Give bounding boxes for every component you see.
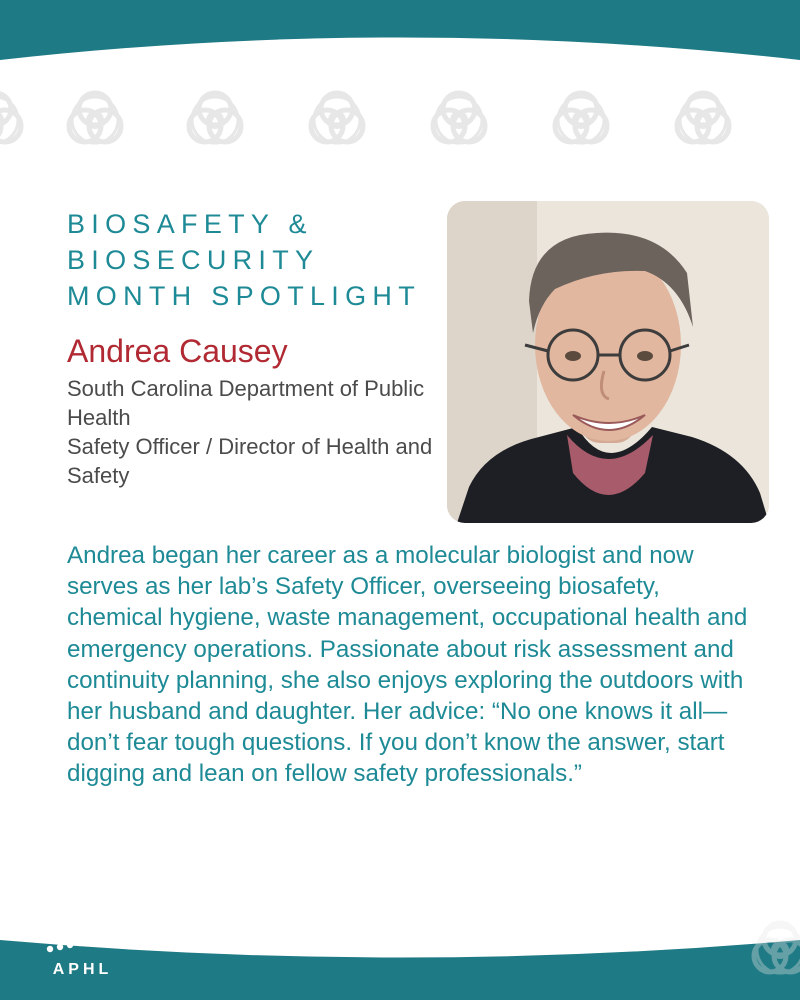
heading-line: MONTH SPOTLIGHT <box>67 281 422 311</box>
spotlight-heading <box>67 206 421 314</box>
profile-name: Andrea Causey <box>67 333 288 369</box>
affiliation-line: South Carolina Department of Public Health <box>67 376 425 430</box>
aphl-wordmark: APHL <box>52 961 113 978</box>
heading-line: BIOSECURITY <box>67 245 320 275</box>
portrait-illustration <box>447 201 769 523</box>
profile-photo <box>447 201 769 523</box>
aphl-logo <box>40 921 125 991</box>
affiliation-line: Safety Officer / Director of Health and Safety <box>67 434 433 488</box>
profile-bio: Andrea began her career as a molecular biologist and now serves as her lab’s Safety Officer, overseeing biosafety, chemical hygiene, waste management, occupational health and emergency operations. Passionate about risk assessment and continuity planning, she also enjoys exploring the outdoors with her husband and daughter. Her advice: “No one knows it all—don’t fear tough questions. If you don’t know the answer, start digging and lean on fellow safety professionals.” <box>67 542 748 788</box>
heading-line: BIOSAFETY & <box>67 209 313 239</box>
profile-affiliation <box>67 374 437 490</box>
